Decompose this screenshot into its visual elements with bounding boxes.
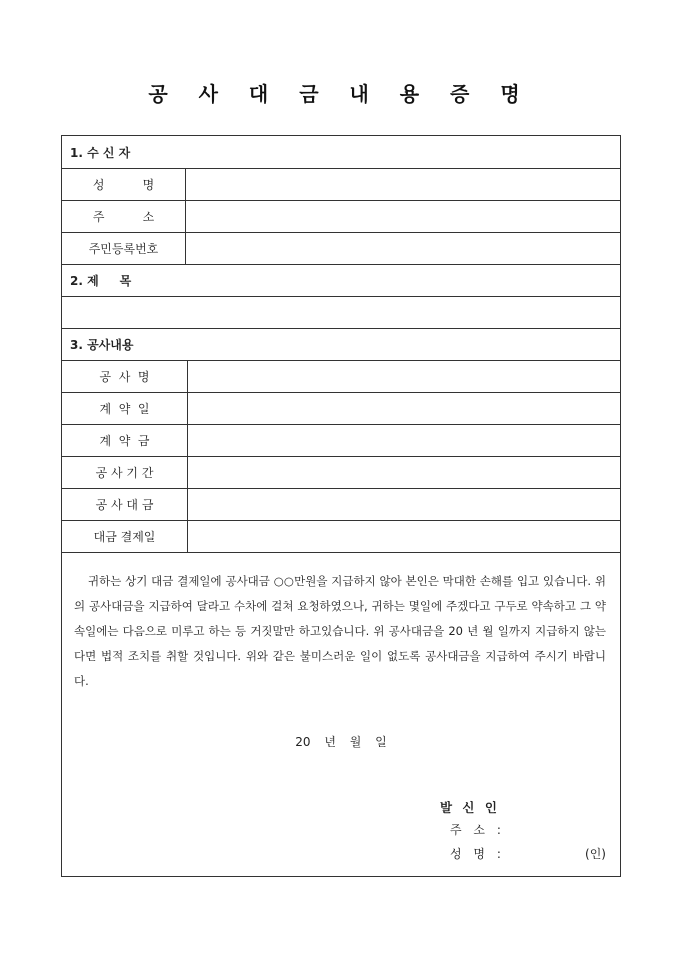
section-subject-heading (62, 265, 620, 297)
section-construction-heading (62, 329, 620, 361)
sender-name-label: 성 명 : (450, 847, 505, 861)
construction-period-label: 공 사 기 간 (62, 457, 188, 488)
construction-name-field[interactable] (188, 361, 620, 392)
issue-date: 20 년 월 일 (295, 735, 387, 749)
recipient-address-row (62, 201, 620, 233)
section-construction-title: 3. 공사내용 (70, 338, 134, 352)
recipient-address-label: 주 소 (62, 201, 186, 232)
document-title: 공 사 대 금 내 용 증 명 (148, 82, 532, 106)
recipient-id-field[interactable] (186, 233, 620, 264)
construction-name-label: 공 사 명 (62, 361, 188, 392)
subject-field[interactable] (62, 297, 620, 329)
construction-period-field[interactable] (188, 457, 620, 488)
contract-deposit-row (62, 425, 620, 457)
section-recipient-title: 1. 수 신 자 (70, 145, 131, 160)
contract-date-field[interactable] (188, 393, 620, 424)
recipient-id-label: 주민등록번호 (62, 233, 186, 264)
seal-mark: (인) (585, 847, 606, 861)
section-subject-title: 2. 제 목 (70, 274, 132, 288)
construction-period-row (62, 457, 620, 489)
sender-heading: 발 신 인 (440, 800, 500, 815)
recipient-name-field[interactable] (186, 169, 620, 200)
certification-form (61, 135, 621, 877)
construction-price-label: 공 사 대 금 (62, 489, 188, 520)
section-recipient-heading (62, 136, 620, 169)
payment-date-row (62, 521, 620, 553)
payment-date-label: 대금 결제일 (62, 521, 188, 552)
construction-price-field[interactable] (188, 489, 620, 520)
payment-date-field[interactable] (188, 521, 620, 552)
recipient-name-row (62, 169, 620, 201)
contract-date-label: 계 약 일 (62, 393, 188, 424)
construction-price-row (62, 489, 620, 521)
recipient-id-row (62, 233, 620, 265)
sender-address-label: 주 소 : (450, 823, 505, 837)
construction-name-row (62, 361, 620, 393)
recipient-address-field[interactable] (186, 201, 620, 232)
contract-deposit-field[interactable] (188, 425, 620, 456)
contract-date-row (62, 393, 620, 425)
letter-body-text: 귀하는 상기 대금 결제일에 공사대금 ○○만원을 지급하지 않아 본인은 막대한 손해를 입고 있습니다. 위의 공사대금을 지급하여 달라고 수차에 걸쳐 요청하였으나, 귀하는 몇일에 주겠다고 구두로 약속하고 그 약속일에는 다음으로 미루고 하는 등 거짓말만 하고있습니다. 위 공사대금을 20 년 월 일까지 지급하지 않는다면 법적 조치를 취할 것입니다. 위와 같은 불미스러운 일이 없도록 공사대금을 지급하여 주시기 바랍니다. (74, 574, 606, 688)
recipient-name-label: 성 명 (62, 169, 186, 200)
letter-body-area (62, 553, 620, 877)
contract-deposit-label: 계 약 금 (62, 425, 188, 456)
